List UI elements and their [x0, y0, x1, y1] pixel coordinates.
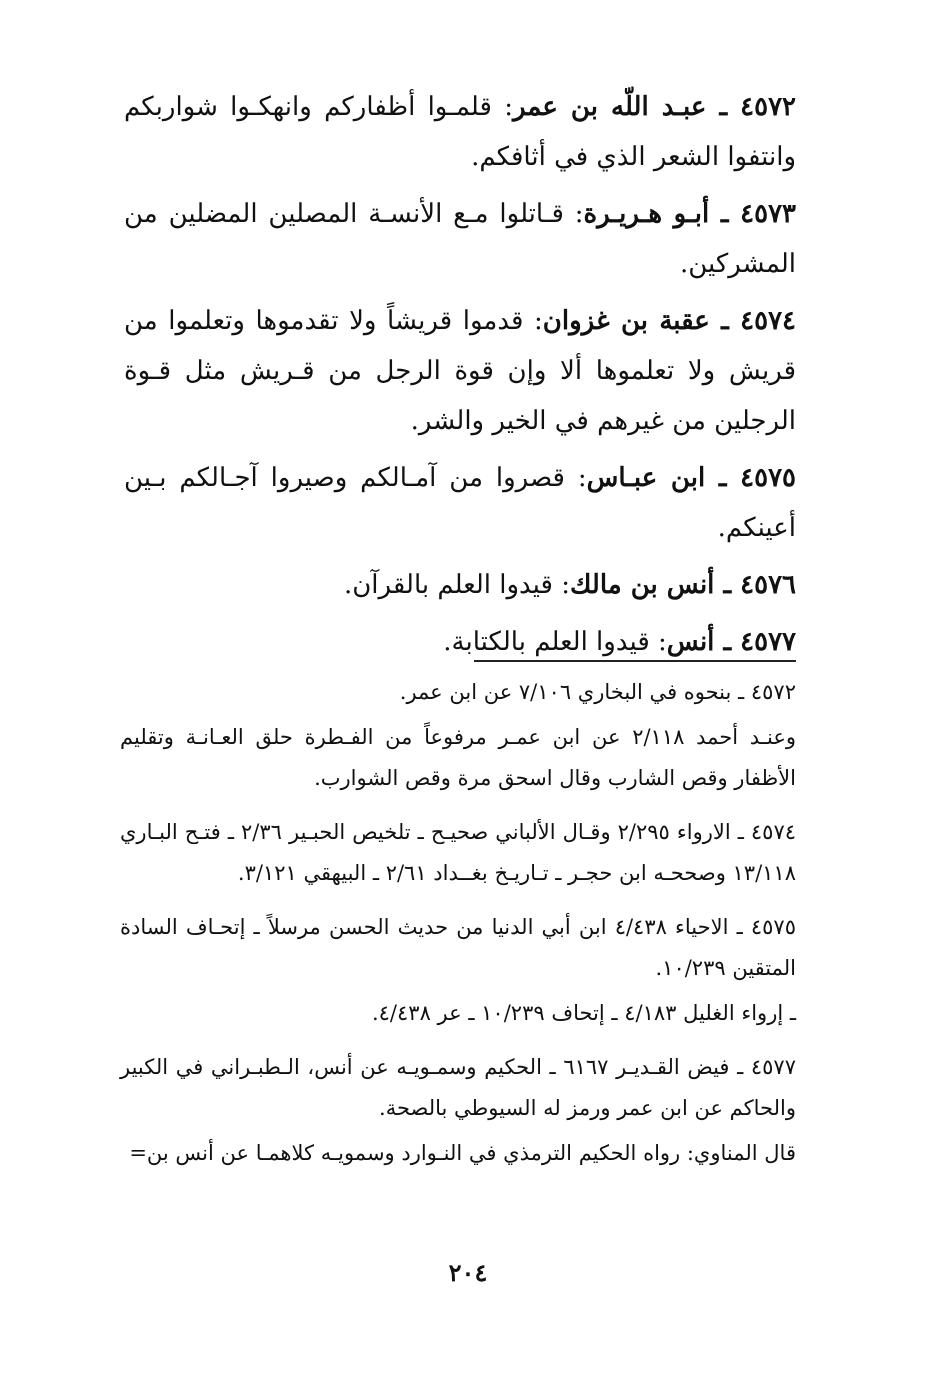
narrator-name: أبـو هـريـرة [583, 199, 710, 229]
hadith-text: قدموا قريشاً ولا تقدموها وتعلموا من قريش ولا تعلموها ألا وإن قوة الرجل من قـريش مثل قـوة الرجلين من غيرهم في الخير والشر. [124, 306, 796, 436]
hadith-text: قيدوا العلم بالكتابة. [443, 627, 650, 657]
colon: : [564, 463, 587, 493]
narrator-name: عقبة بن غزوان [542, 306, 710, 336]
hadith-entry [124, 560, 796, 610]
hadith-entry [124, 453, 796, 553]
footnotes [120, 672, 796, 1187]
separator: ـ [714, 627, 741, 657]
footnote: ـ إرواء الغليل ٤/١٨٣ ـ إتحاف ١٠/٢٣٩ ـ عر ٤/٤٣٨. [371, 1001, 796, 1025]
separator: ـ [714, 570, 741, 600]
separator: ـ [706, 92, 741, 122]
footnote: قال المناوي: رواه الحكيم الترمذي في النـوارد وسمويـه كلاهمـا عن أنس بن= [129, 1141, 796, 1165]
narrator-name: ابن عبـاس [586, 463, 706, 493]
colon: : [563, 199, 584, 229]
hadith-number: ٤٥٧٦ [740, 570, 796, 600]
narrator-name: أنس بن مالك [569, 570, 715, 600]
hadith-entry [124, 189, 796, 289]
hadith-text: قيدوا العلم بالقرآن. [343, 570, 553, 600]
hadith-number: ٤٥٧٤ [740, 306, 796, 336]
hadith-list [124, 82, 796, 674]
hadith-entry [124, 296, 796, 446]
hadith-number: ٤٥٧٥ [740, 463, 796, 493]
colon: : [649, 627, 667, 657]
colon: : [552, 570, 570, 600]
hadith-number: ٤٥٧٢ [740, 92, 796, 122]
footnote: ٤٥٧٥ ـ الاحياء ٤/٤٣٨ ابن أبي الدنيا من حديث الحسن مرسلاً ـ إتحـاف السادة المتقين ١٠/٢٣٩. [120, 915, 796, 980]
colon: : [491, 92, 513, 122]
footnote: ٤٥٧٢ ـ بنحوه في البخاري ٧/١٠٦ عن ابن عمر. [399, 680, 796, 704]
hadith-number: ٤٥٧٣ [740, 199, 796, 229]
narrator-name: أنس [666, 627, 715, 657]
separator: ـ [705, 463, 741, 493]
footnote: ٤٥٧٤ ـ الارواء ٢/٢٩٥ وقـال الألباني صحيـح ـ تلخيص الحبـير ٢/٣٦ ـ فتـح البـاري ١٣/١١٨ وصححـه ابن حجـر ـ تـاريـخ بغــداد ٢/٦١ ـ البيهقي ٣/١٢١. [120, 820, 797, 885]
hadith-text: قـاتلوا مـع الأنسـة المصلين المضلين من المشركين. [124, 199, 796, 279]
hadith-entry [124, 82, 796, 182]
separator: ـ [709, 199, 741, 229]
hadith-text: قصروا من آمـالكم وصيروا آجـالكم بـين أعينكم. [124, 463, 796, 543]
hadith-number: ٤٥٧٧ [740, 627, 796, 657]
colon: : [523, 306, 543, 336]
hadith-text: قلمـوا أظفاركم وانهكـوا شواربكم وانتفوا الشعر الذي في أثافكم. [124, 92, 796, 172]
footnote: وعنـد أحمد ٢/١١٨ عن ابن عمـر مرفوعاً من الفـطرة حلق العـانـة وتقليم الأظفار وقص الشارب وقال اسحق مرة وقص الشوارب. [120, 725, 796, 790]
separator: ـ [709, 306, 741, 336]
footnote-divider [474, 660, 796, 662]
footnote: ٤٥٧٧ ـ فيض القـديـر ٦١٦٧ ـ الحكيم وسمـويـه عن أنس، الـطبـراني في الكبير والحاكم عن ابن عمر ورمز له السيوطي بالصحة. [120, 1055, 796, 1120]
page-number: ٢٠٤ [448, 1258, 488, 1287]
narrator-name: عبـد اللّه بن عمر [512, 92, 707, 122]
